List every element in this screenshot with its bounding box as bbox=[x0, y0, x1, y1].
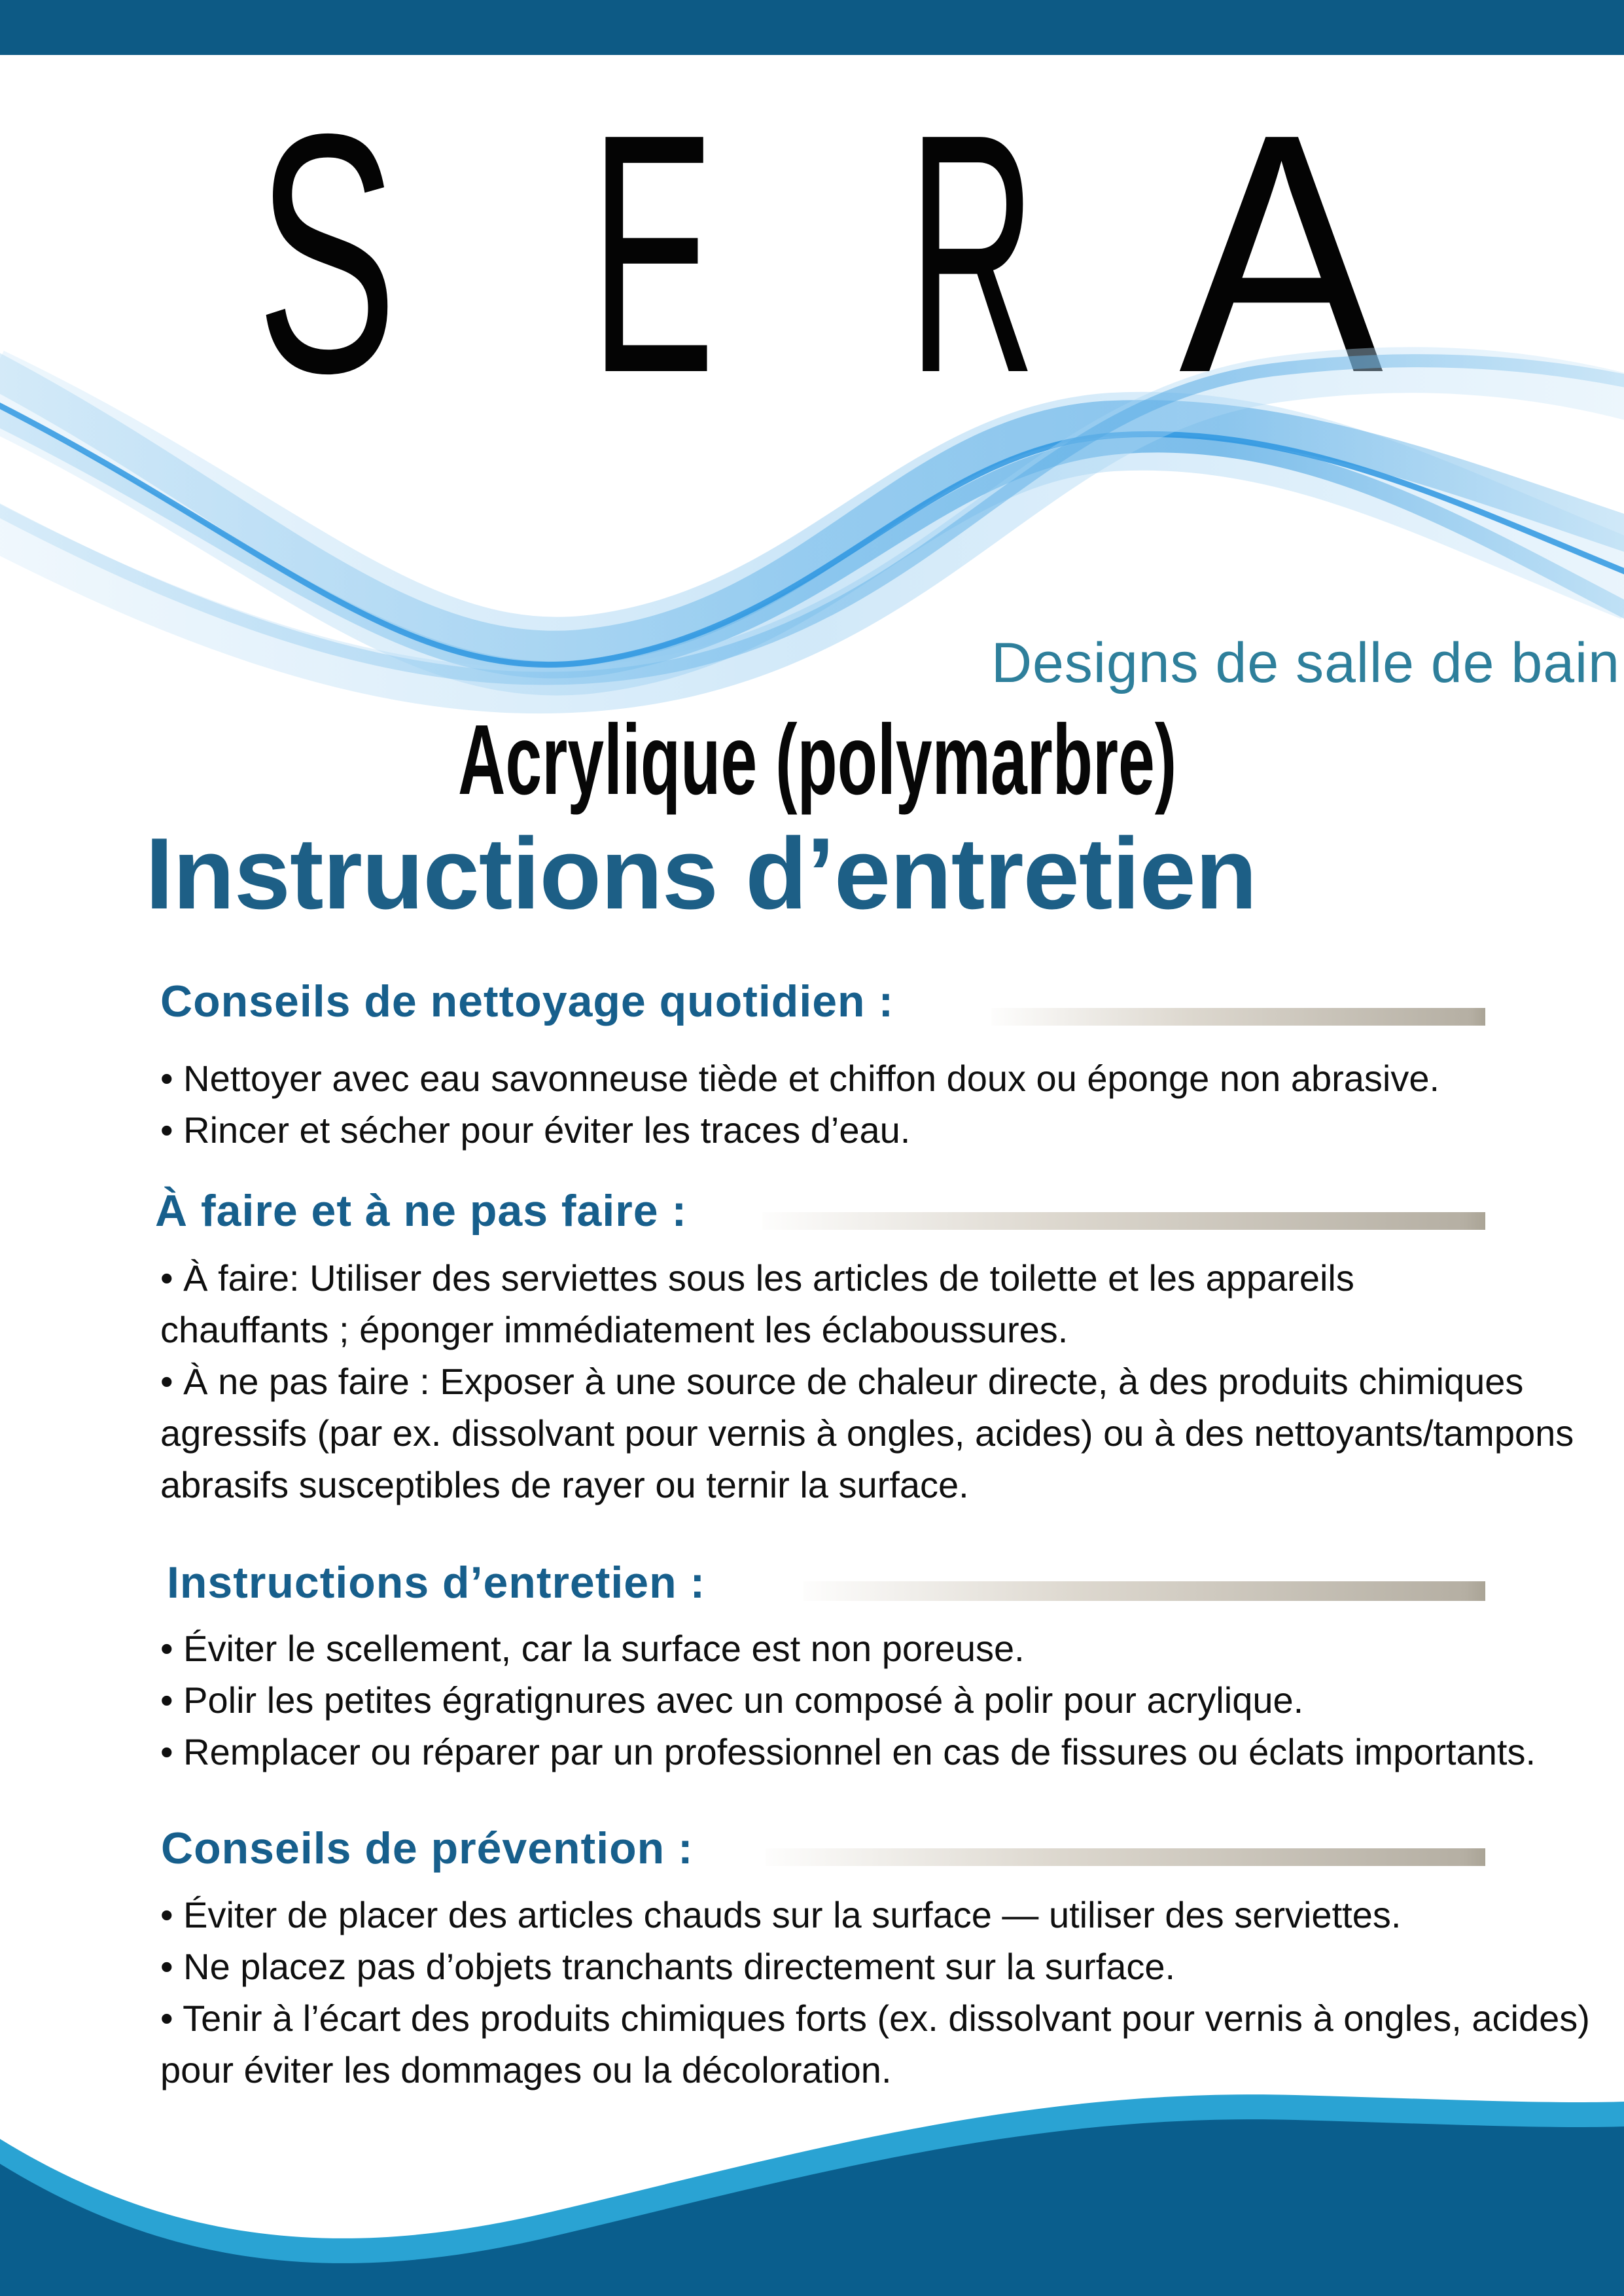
brand-letter-r: R bbox=[908, 63, 1036, 444]
bullet-line: • Nettoyer avec eau savonneuse tiède et chiffon doux ou éponge non abrasive. bbox=[160, 1058, 1440, 1099]
bullet-line: • Tenir à l’écart des produits chimiques forts (ex. dissolvant pour vernis à ongles, acides) bbox=[160, 1998, 1590, 2039]
bullet-line: • À faire: Utiliser des serviettes sous les articles de toilette et les appareils bbox=[160, 1257, 1354, 1299]
brand-letter-e: E bbox=[590, 63, 715, 444]
section-heading-daily-cleaning: Conseils de nettoyage quotidien : bbox=[160, 977, 894, 1026]
top-accent-bar bbox=[0, 0, 1624, 55]
bullet-line: • Polir les petites égratignures avec un composé à polir pour acrylique. bbox=[160, 1679, 1304, 1721]
bullet-line: • Éviter de placer des articles chauds sur la surface — utiliser des serviettes. bbox=[160, 1894, 1402, 1935]
material-label: Acrylique (polymarbre) bbox=[458, 704, 1177, 816]
section-body-care-instructions bbox=[160, 1623, 1536, 1778]
brand-letter-s: S bbox=[256, 63, 398, 444]
bullet-line: • Rincer et sécher pour éviter les traces d’eau. bbox=[160, 1109, 911, 1151]
bullet-line: pour éviter les dommages ou la décoloration. bbox=[160, 2049, 892, 2090]
section-heading-dos-donts: À faire et à ne pas faire : bbox=[155, 1186, 688, 1236]
brand-letter-a: A bbox=[1179, 63, 1384, 444]
section-body-prevention bbox=[160, 1889, 1590, 2096]
section-heading-prevention: Conseils de prévention : bbox=[161, 1823, 694, 1873]
bullet-line: • Éviter le scellement, car la surface est non poreuse. bbox=[160, 1628, 1025, 1669]
footer-wave-graphic bbox=[0, 2077, 1624, 2296]
heading-rule bbox=[766, 1848, 1485, 1866]
bullet-line: chauffants ; éponger immédiatement les éclaboussures. bbox=[160, 1309, 1068, 1350]
heading-rule bbox=[991, 1008, 1485, 1026]
section-heading-care-instructions: Instructions d’entretien : bbox=[167, 1558, 706, 1607]
bullet-line: agressifs (par ex. dissolvant pour vernis à ongles, acides) ou à des nettoyants/tampons bbox=[160, 1412, 1574, 1454]
section-body-dos-donts bbox=[160, 1252, 1574, 1511]
brand-tagline: Designs de salle de bain bbox=[991, 632, 1620, 694]
section-body-daily-cleaning bbox=[160, 1052, 1439, 1156]
heading-rule bbox=[803, 1581, 1485, 1601]
bullet-line: • À ne pas faire : Exposer à une source de chaleur directe, à des produits chimiques bbox=[160, 1361, 1524, 1402]
bullet-line: • Ne placez pas d’objets tranchants directement sur la surface. bbox=[160, 1946, 1176, 1987]
bullet-line: • Remplacer ou réparer par un professionnel en cas de fissures ou éclats importants. bbox=[160, 1731, 1536, 1772]
page-title: Instructions d’entretien bbox=[145, 817, 1257, 930]
heading-rule bbox=[762, 1212, 1485, 1230]
bullet-line: abrasifs susceptibles de rayer ou ternir la surface. bbox=[160, 1464, 969, 1505]
